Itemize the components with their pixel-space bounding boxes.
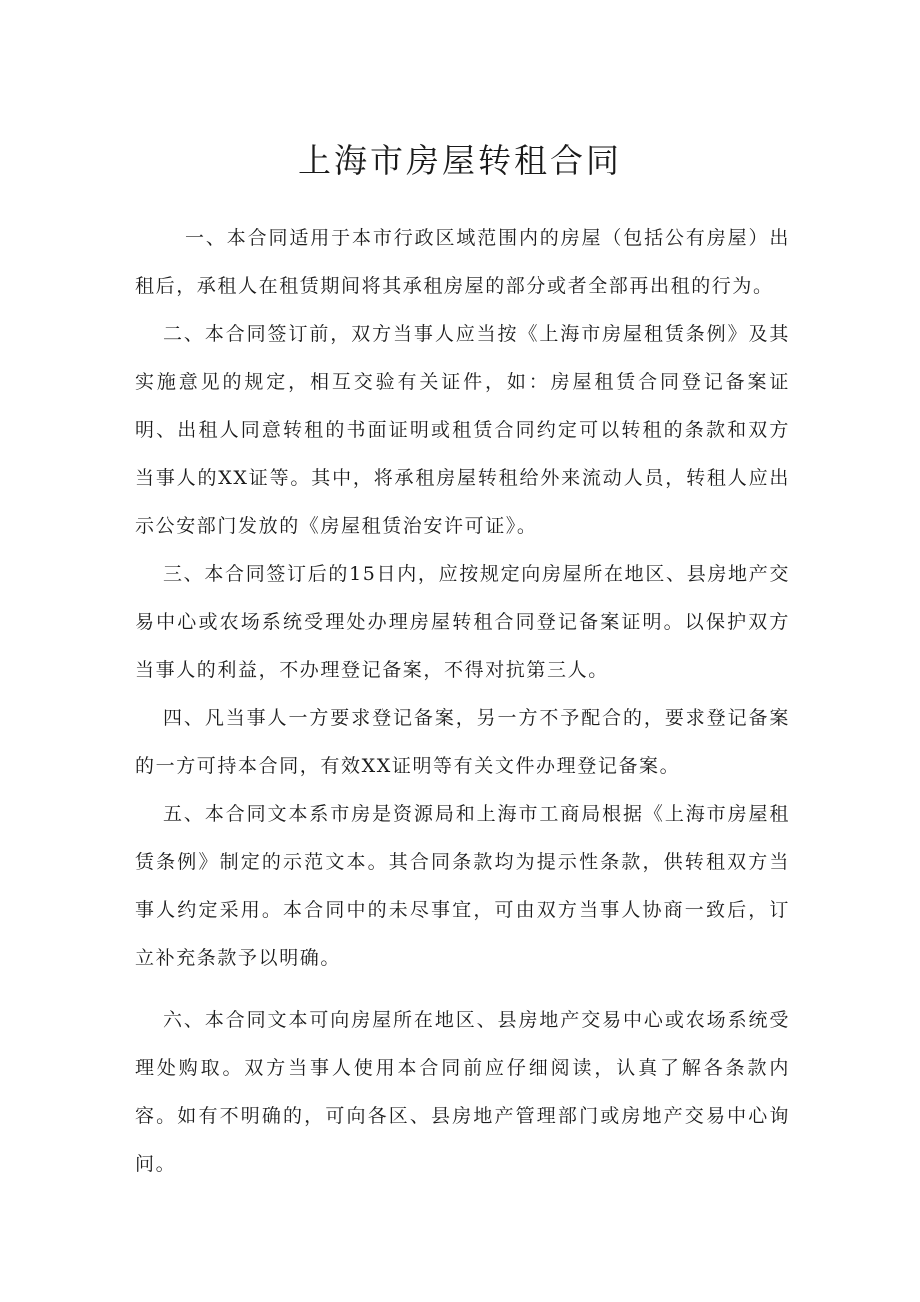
clause-2: 二、本合同签订前，双方当事人应当按《上海市房屋租赁条例》及其实施意见的规定，相互交验有关证件，如：房屋租赁合同登记备案证明、出租人同意转租的书面证明或租赁合同约定可以转租的条款和双方当事人的XX证等。其中，将承租房屋转租给外来流动人员，转租人应出示公安部门发放的《房屋租赁治安许可证》。 bbox=[135, 323, 790, 537]
clause-5: 五、本合同文本系市房是资源局和上海市工商局根据《上海市房屋租赁条例》制定的示范文本。其合同条款均为提示性条款，供转租双方当事人约定采用。本合同中的未尽事宜，可由双方当事人协商一致后，订立补充条款予以明确。 bbox=[135, 803, 790, 969]
clause-1: 一、本合同适用于本市行政区域范围内的房屋（包括公有房屋）出租后，承租人在租赁期间将其承租房屋的部分或者全部再出租的行为。 bbox=[135, 227, 790, 297]
document-title: 上海市房屋转租合同 bbox=[298, 141, 622, 180]
clause-6: 六、本合同文本可向房屋所在地区、县房地产交易中心或农场系统受理处购取。双方当事人使用本合同前应仔细阅读，认真了解各条款内容。如有不明确的，可向各区、县房地产管理部门或房地产交易中心询问。 bbox=[135, 1009, 790, 1175]
clause-4: 四、凡当事人一方要求登记备案，另一方不予配合的，要求登记备案的一方可持本合同，有效XX证明等有关文件办理登记备案。 bbox=[135, 707, 790, 777]
clause-3: 三、本合同签订后的15日内，应按规定向房屋所在地区、县房地产交易中心或农场系统受理处办理房屋转租合同登记备案证明。以保护双方当事人的利益，不办理登记备案，不得对抗第三人。 bbox=[135, 563, 790, 681]
